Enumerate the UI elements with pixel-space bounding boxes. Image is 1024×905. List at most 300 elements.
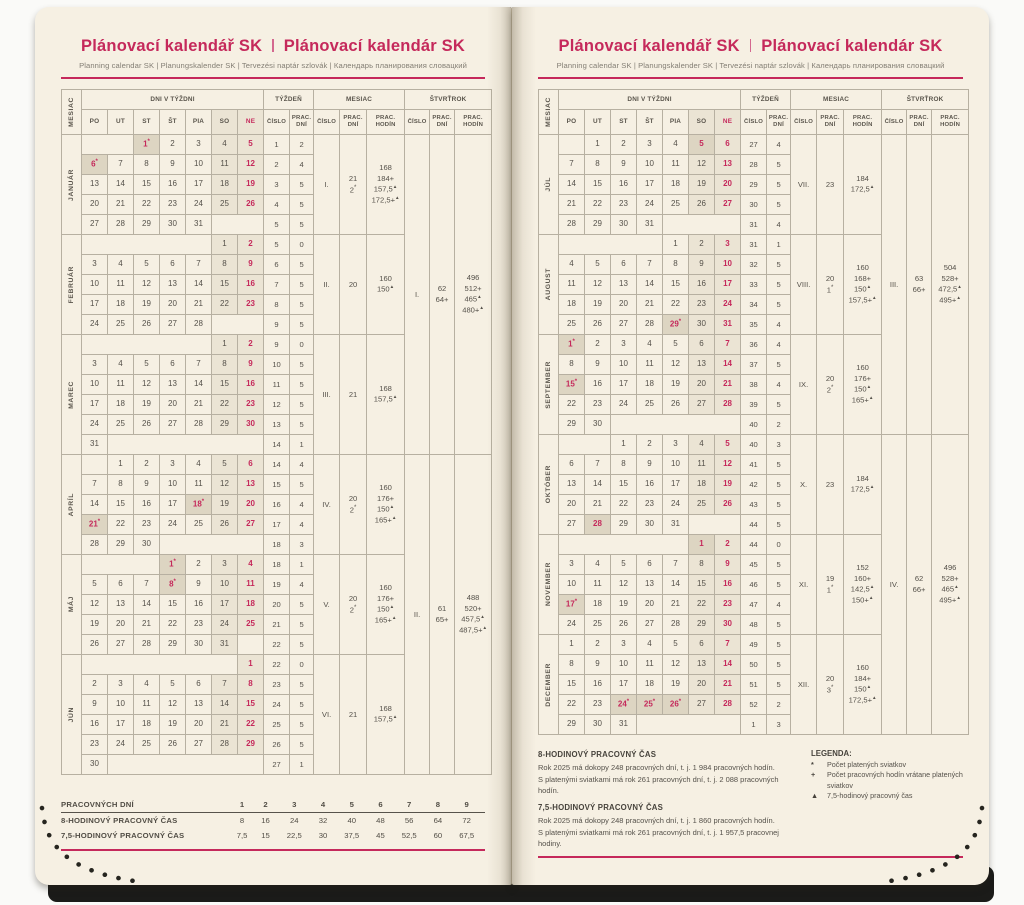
day-cell: 11 [637,655,663,675]
day-cell: 9 [82,695,108,715]
day-cell: 28 [715,695,741,715]
day-cell: 1 [212,335,238,355]
week-workdays-cell: 5 [290,715,314,735]
week-number-cell: 38 [741,375,767,395]
week-workdays-cell: 0 [290,655,314,675]
calendar-week-row [62,135,492,155]
week-workdays-cell: 4 [767,315,791,335]
day-cell-empty [212,655,238,675]
day-cell: 26 [238,195,264,215]
legend-text: Počet platených sviatkov [827,760,907,769]
sub-col-header: ČÍSLO [741,110,767,135]
day-col-header: PIA [186,110,212,135]
day-cell: 17 [637,175,663,195]
week-number-cell: 22 [264,655,290,675]
day-cell: 13 [611,275,637,295]
day-cell: 16 [585,375,611,395]
page-subtitle: Planning calendar SK | Planungskalender SK | Tervezési naptár szlovák | Календарь планирования словацкий [79,61,467,70]
day-cell-empty [689,415,715,435]
day-cell: 20 [637,595,663,615]
day-cell: 21 [715,375,741,395]
header-rule [61,77,485,79]
week-number-cell: 22 [264,635,290,655]
month-workdays-cell: 23 [817,435,844,535]
workdays-col-header: 4 [313,798,334,813]
day-cell: 11 [108,375,134,395]
week-number-cell: 8 [264,295,290,315]
day-cell: 6 [160,355,186,375]
day-cell: 4 [663,135,689,155]
day-cell: 17 [212,595,238,615]
day-col-header: ŠT [160,110,186,135]
page-title [538,37,963,56]
week-number-cell: 51 [741,675,767,695]
day-cell: 2 [585,335,611,355]
month-workdays-cell: 20 1* [817,235,844,335]
week-number-cell: 34 [741,295,767,315]
week-workdays-cell: 5 [290,475,314,495]
week-workdays-cell: 4 [767,135,791,155]
week-workdays-cell: 0 [290,235,314,255]
day-cell: 16 [689,275,715,295]
week-workdays-cell: 3 [767,715,791,735]
day-cell: 26 [134,315,160,335]
day-cell: 27 [689,395,715,415]
day-cell: 27 [611,315,637,335]
week-number-cell: 24 [264,695,290,715]
quarter-workdays-cell: 62 66+ [907,435,932,735]
day-cell: 9 [134,475,160,495]
day-cell: 30 [186,635,212,655]
title-divider [272,39,274,52]
stitching-dots-right [877,805,987,889]
day-cell-empty [212,435,238,455]
day-cell: 10 [611,655,637,675]
day-cell: 8 [611,455,637,475]
day-cell: 30 [585,715,611,735]
day-col-header: PO [559,110,585,135]
week-workdays-cell: 5 [767,575,791,595]
day-cell: 5 [134,355,160,375]
workdays-value: 24 [289,816,299,825]
sub-col-header: PRAC. DNÍ [430,110,455,135]
day-cell-empty [238,315,264,335]
day-cell: 25 [108,315,134,335]
week-number-cell: 9 [264,335,290,355]
day-cell-empty [637,535,663,555]
day-cell: 6 [559,455,585,475]
day-cell: 2 [637,435,663,455]
day-cell-empty [108,335,134,355]
month-numeral-cell: II. [314,235,340,335]
day-cell: 30 [585,415,611,435]
day-cell: 3 [663,435,689,455]
week-number-cell: 14 [264,455,290,475]
day-cell: 19 [715,475,741,495]
day-cell: 2 [238,235,264,255]
workdays-value: 7,5 [236,831,248,840]
mesiac-rotated-header: MESIAC [539,90,559,135]
week-number-cell: 20 [264,595,290,615]
day-cell: 20 [186,715,212,735]
day-cell: 11 [689,455,715,475]
week-number-cell: 42 [741,475,767,495]
week-workdays-cell: 5 [767,495,791,515]
day-cell: 23 [585,695,611,715]
day-cell: 28 [212,735,238,755]
day-cell: 11 [559,275,585,295]
day-col-header: UT [585,110,611,135]
day-cell: 16 [186,595,212,615]
day-cell: 16 [585,675,611,695]
day-col-header: ŠT [637,110,663,135]
title-divider [750,39,752,52]
day-cell: 3 [715,235,741,255]
quarter-workhours-cell: 504 528+ 472,5▲ 495+▲ [932,135,969,435]
day-cell: 6 [689,335,715,355]
workdays-value: 64 [433,816,443,825]
day-cell: 31 [663,515,689,535]
day-cell: 17 [663,475,689,495]
day-cell: 14 [186,375,212,395]
day-cell: 26 [160,735,186,755]
week-workdays-cell: 5 [767,275,791,295]
month-numeral-cell: X. [791,435,817,535]
day-cell: 5 [134,255,160,275]
day-cell: 18 [663,175,689,195]
day-cell: 10 [186,155,212,175]
day-cell: 26* [663,695,689,715]
week-number-cell: 18 [264,535,290,555]
day-cell: 26 [585,315,611,335]
day-cell: 5 [82,575,108,595]
week-workdays-cell: 4 [290,515,314,535]
day-cell: 30 [82,755,108,775]
day-cell: 1* [559,335,585,355]
month-name-cell: MÁJ [62,555,82,655]
calendar-week-row [62,455,492,475]
day-cell: 16 [82,715,108,735]
mesiac-group-header: MESIAC [791,90,882,110]
day-cell: 7 [585,455,611,475]
day-cell: 7 [212,675,238,695]
day-cell: 19 [663,375,689,395]
day-cell: 25 [637,395,663,415]
workdays-value: 40 [347,816,356,825]
day-cell: 3 [82,255,108,275]
summary-8h-title: 8-HODINOVÝ PRACOVNÝ ČAS [538,750,657,759]
week-number-cell: 2 [264,155,290,175]
week-number-cell: 37 [741,355,767,375]
day-cell-empty [186,535,212,555]
day-cell: 6 [715,135,741,155]
quarter-numeral-cell: I. [405,135,430,455]
day-cell: 8 [108,475,134,495]
day-cell: 30 [715,615,741,635]
day-cell: 14 [212,695,238,715]
day-cell: 26 [212,515,238,535]
week-number-cell: 9 [264,315,290,335]
sub-col-header: ČÍSLO [405,110,430,135]
day-cell: 2 [82,675,108,695]
day-cell: 30 [637,515,663,535]
day-cell-empty [186,335,212,355]
day-cell: 13 [186,695,212,715]
sub-col-header: PRAC. DNÍ [340,110,367,135]
workdays-value: 37,5 [344,831,360,840]
day-cell: 16 [238,375,264,395]
day-cell: 27 [186,735,212,755]
month-workdays-cell: 20 2* [340,455,367,555]
day-cell: 21 [108,195,134,215]
day-cell: 22 [559,395,585,415]
day-cell: 29 [689,615,715,635]
day-cell: 12 [134,375,160,395]
month-workhours-cell: 160 176+ 150▲ 165+▲ [367,455,405,555]
day-cell-empty [134,335,160,355]
week-workdays-cell: 4 [290,455,314,475]
day-cell: 17 [186,175,212,195]
week-number-cell: 15 [264,475,290,495]
legend-symbol: + [811,770,816,780]
week-workdays-cell: 1 [290,435,314,455]
day-cell: 11 [212,155,238,175]
month-name-cell: APRÍL [62,455,82,555]
week-number-cell: 27 [741,135,767,155]
day-cell: 12 [82,595,108,615]
day-cell: 7 [186,255,212,275]
day-col-header: NE [715,110,741,135]
sub-col-header: PRAC. DNÍ [290,110,314,135]
day-cell: 21* [82,515,108,535]
right-page [512,7,989,885]
day-cell: 9 [637,455,663,475]
week-number-cell: 23 [264,675,290,695]
week-number-cell: 10 [264,355,290,375]
day-cell-empty [160,235,186,255]
day-cell: 8 [559,355,585,375]
day-cell: 6 [238,455,264,475]
summary-75h-title: 7,5-HODINOVÝ PRACOVNÝ ČAS [538,802,664,812]
month-workhours-cell: 168 157,5▲ [367,655,405,775]
day-cell: 13 [160,275,186,295]
sub-col-header: PRAC. DNÍ [907,110,932,135]
day-cell-empty [160,655,186,675]
stvrtrok-header: ŠTVRŤROK [882,90,969,110]
day-cell: 11 [585,575,611,595]
day-cell: 31 [212,635,238,655]
day-cell: 30 [689,315,715,335]
day-cell: 28 [715,395,741,415]
day-cell: 20 [108,615,134,635]
day-cell-empty [559,535,585,555]
day-cell: 26 [663,395,689,415]
day-cell: 30 [134,535,160,555]
workdays-value: 22,5 [286,831,302,840]
month-workdays-cell: 23 [817,135,844,235]
week-number-cell: 45 [741,555,767,575]
quarter-numeral-cell: IV. [882,435,907,735]
day-cell-empty [160,535,186,555]
month-name-cell: SEPTEMBER [539,335,559,435]
day-cell: 29 [559,715,585,735]
workdays-row-label: 8-HODINOVÝ PRACOVNÝ ČAS [61,816,178,825]
week-number-cell: 49 [741,635,767,655]
day-cell: 27 [108,635,134,655]
day-cell: 8 [585,155,611,175]
day-cell-empty [186,755,212,775]
day-cell: 15 [212,275,238,295]
sub-col-header: ČÍSLO [264,110,290,135]
cal-header-groups [62,90,492,110]
day-cell: 28 [663,615,689,635]
day-cell: 1 [559,635,585,655]
day-cell: 22 [108,515,134,535]
day-cell: 29* [663,315,689,335]
day-cell: 15 [585,175,611,195]
page-subtitle: Planning calendar SK | Planungskalender SK | Tervezési naptár szlovák | Календарь планирования словацкий [556,61,945,70]
day-cell: 14 [134,595,160,615]
day-cell: 31 [637,215,663,235]
day-cell-empty [585,535,611,555]
month-workhours-cell: 168 157,5▲ [367,335,405,455]
month-workdays-cell: 20 3* [817,635,844,735]
day-cell: 20 [715,175,741,195]
day-cell-empty [715,415,741,435]
day-cell-empty [663,215,689,235]
day-cell: 12 [611,575,637,595]
stitching-dots-left [37,805,147,889]
day-cell: 18 [238,595,264,615]
day-cell: 17 [611,675,637,695]
day-cell: 7 [637,255,663,275]
day-cell: 2 [611,135,637,155]
day-cell: 3 [611,335,637,355]
day-cell: 6 [611,255,637,275]
day-cell-empty [663,415,689,435]
workdays-col-header: 2 [255,798,276,813]
day-cell: 28 [186,415,212,435]
summary-8h-line2: S platenými sviatkami má rok 261 pracovných dní, t. j. 2 088 pracovných hodín. [538,774,779,796]
legend-item [811,770,963,791]
month-workdays-cell: 20 2* [340,555,367,655]
week-number-cell: 11 [264,375,290,395]
day-cell: 6 [160,255,186,275]
day-col-header: SO [689,110,715,135]
month-workdays-cell: 21 2* [340,135,367,235]
week-number-cell: 4 [264,195,290,215]
week-workdays-cell: 5 [290,355,314,375]
day-cell-empty [160,435,186,455]
cal-header-groups [539,90,969,110]
week-number-cell: 12 [264,395,290,415]
week-workdays-cell: 5 [290,215,314,235]
week-number-cell: 44 [741,535,767,555]
day-cell: 10 [82,375,108,395]
workdays-value: 56 [404,816,414,825]
title-czech: Plánovací kalendář SK [558,37,740,55]
month-workdays-cell: 20 2* [817,335,844,435]
day-cell: 30 [238,415,264,435]
day-cell: 24 [637,195,663,215]
week-workdays-cell: 5 [767,635,791,655]
week-workdays-cell: 0 [290,335,314,355]
week-number-cell: 16 [264,495,290,515]
week-workdays-cell: 5 [290,375,314,395]
day-cell: 20 [689,375,715,395]
day-cell: 10 [559,575,585,595]
day-cell-empty [108,435,134,455]
day-cell: 27 [160,315,186,335]
week-number-cell: 5 [264,235,290,255]
legend-text: Počet pracovných hodín vrátane platených sviatkov [827,770,963,790]
day-cell: 3 [186,135,212,155]
day-cell: 7 [715,635,741,655]
week-workdays-cell: 5 [767,455,791,475]
day-cell: 23 [186,615,212,635]
mesiac-group-header: MESIAC [314,90,405,110]
day-cell-empty [186,235,212,255]
day-cell-empty [212,315,238,335]
day-cell: 23 [637,495,663,515]
day-cell: 20 [160,395,186,415]
day-col-header: SO [212,110,238,135]
day-cell: 4 [186,455,212,475]
workdays-value: 15 [261,831,270,840]
day-cell: 21 [212,715,238,735]
day-cell: 6 [689,635,715,655]
week-number-cell: 48 [741,615,767,635]
day-cell: 13 [637,575,663,595]
day-cell: 2 [186,555,212,575]
day-cell: 25 [134,735,160,755]
day-cell: 23 [82,735,108,755]
day-cell: 21 [186,395,212,415]
title-slovak: Plánovací kalendár SK [283,37,465,55]
week-workdays-cell: 5 [290,675,314,695]
summary-8h-line1: Rok 2025 má dokopy 248 pracovných dní, t. j. 1 984 pracovných hodín. [538,763,775,773]
day-cell: 10 [663,455,689,475]
month-workhours-cell: 184 172,5▲ [844,135,882,235]
week-workdays-cell: 0 [767,535,791,555]
week-number-cell: 28 [741,155,767,175]
week-number-cell: 44 [741,515,767,535]
week-workdays-cell: 5 [290,315,314,335]
week-workdays-cell: 4 [767,335,791,355]
day-cell: 27 [559,515,585,535]
day-cell: 21 [134,615,160,635]
day-cell: 15 [663,275,689,295]
week-workdays-cell: 5 [290,695,314,715]
day-cell: 17 [82,295,108,315]
dni-v-tyzdni-header: DNI V TÝŽDNI [559,90,741,110]
day-cell: 19 [134,295,160,315]
day-cell: 5 [611,555,637,575]
day-cell: 12 [715,455,741,475]
day-cell: 4 [637,635,663,655]
day-cell: 29 [160,635,186,655]
day-cell-empty [611,235,637,255]
day-cell: 26 [134,415,160,435]
month-numeral-cell: XII. [791,635,817,735]
day-cell: 9 [689,255,715,275]
day-cell: 21 [559,195,585,215]
week-workdays-cell: 5 [767,255,791,275]
day-cell: 24 [82,415,108,435]
week-workdays-cell: 5 [767,395,791,415]
workdays-value: 45 [376,831,385,840]
week-number-cell: 19 [264,575,290,595]
